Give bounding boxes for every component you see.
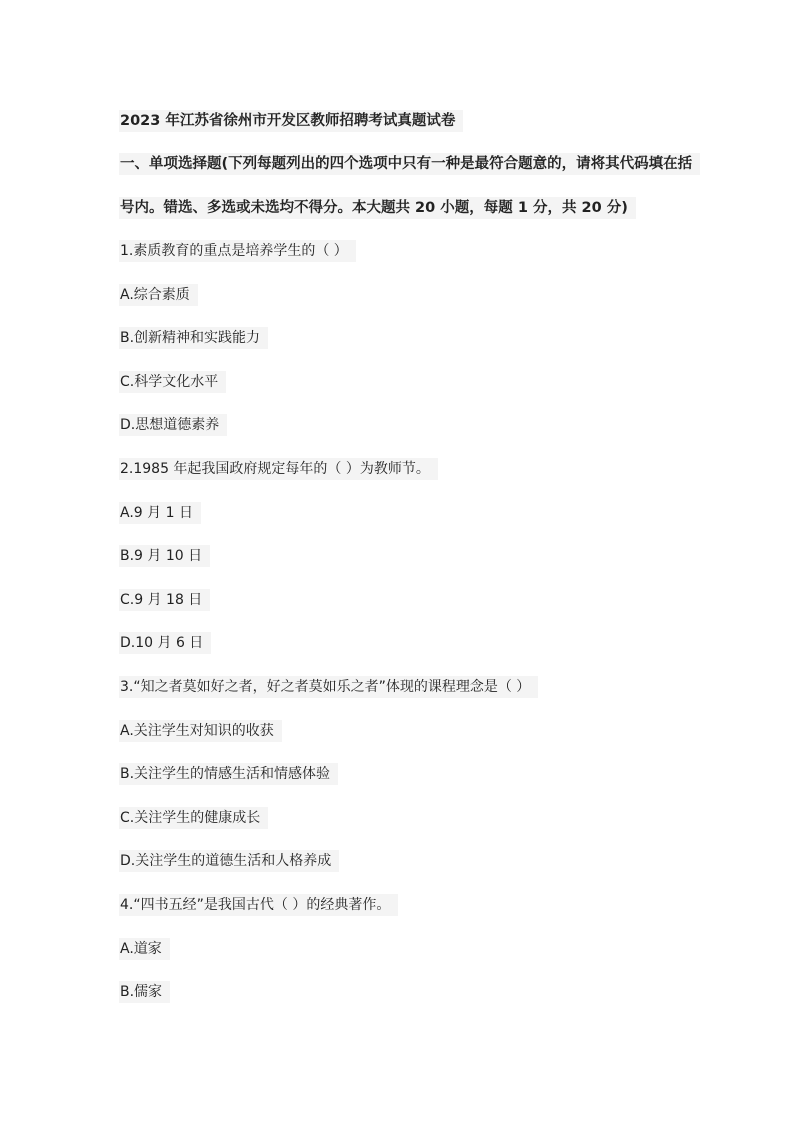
question-2-stem: 2.1985 年起我国政府规定每年的（ ）为教师节。 — [119, 458, 438, 480]
question-1-option-c: C.科学文化水平 — [119, 371, 226, 393]
question-1-option-b: B.创新精神和实践能力 — [119, 327, 268, 349]
question-3-option-a: A.关注学生对知识的收获 — [119, 720, 282, 742]
question-3-option-d: D.关注学生的道德生活和人格养成 — [119, 850, 339, 872]
question-2-option-b: B.9 月 10 日 — [119, 545, 210, 567]
section-heading-line-1: 一、单项选择题(下列每题列出的四个选项中只有一种是最符合题意的，请将其代码填在括 — [119, 153, 700, 175]
question-3-option-b: B.关注学生的情感生活和情感体验 — [119, 763, 338, 785]
question-2-option-c: C.9 月 18 日 — [119, 589, 210, 611]
question-2-option-a: A.9 月 1 日 — [119, 502, 201, 524]
question-3-stem: 3.“知之者莫如好之者，好之者莫如乐之者”体现的课程理念是（ ） — [119, 676, 538, 698]
question-3-option-c: C.关注学生的健康成长 — [119, 807, 268, 829]
question-1-option-d: D.思想道德素养 — [119, 414, 227, 436]
question-2-option-d: D.10 月 6 日 — [119, 632, 211, 654]
question-4-option-a: A.道家 — [119, 938, 170, 960]
question-4-option-b: B.儒家 — [119, 981, 170, 1003]
question-4-stem: 4.“四书五经”是我国古代（ ）的经典著作。 — [119, 894, 398, 916]
question-1-stem: 1.素质教育的重点是培养学生的（ ） — [119, 240, 356, 262]
document-title: 2023 年江苏省徐州市开发区教师招聘考试真题试卷 — [119, 110, 463, 132]
section-heading-line-2: 号内。错选、多选或未选均不得分。本大题共 20 小题，每题 1 分，共 20 分) — [119, 197, 636, 219]
question-1-option-a: A.综合素质 — [119, 284, 198, 306]
